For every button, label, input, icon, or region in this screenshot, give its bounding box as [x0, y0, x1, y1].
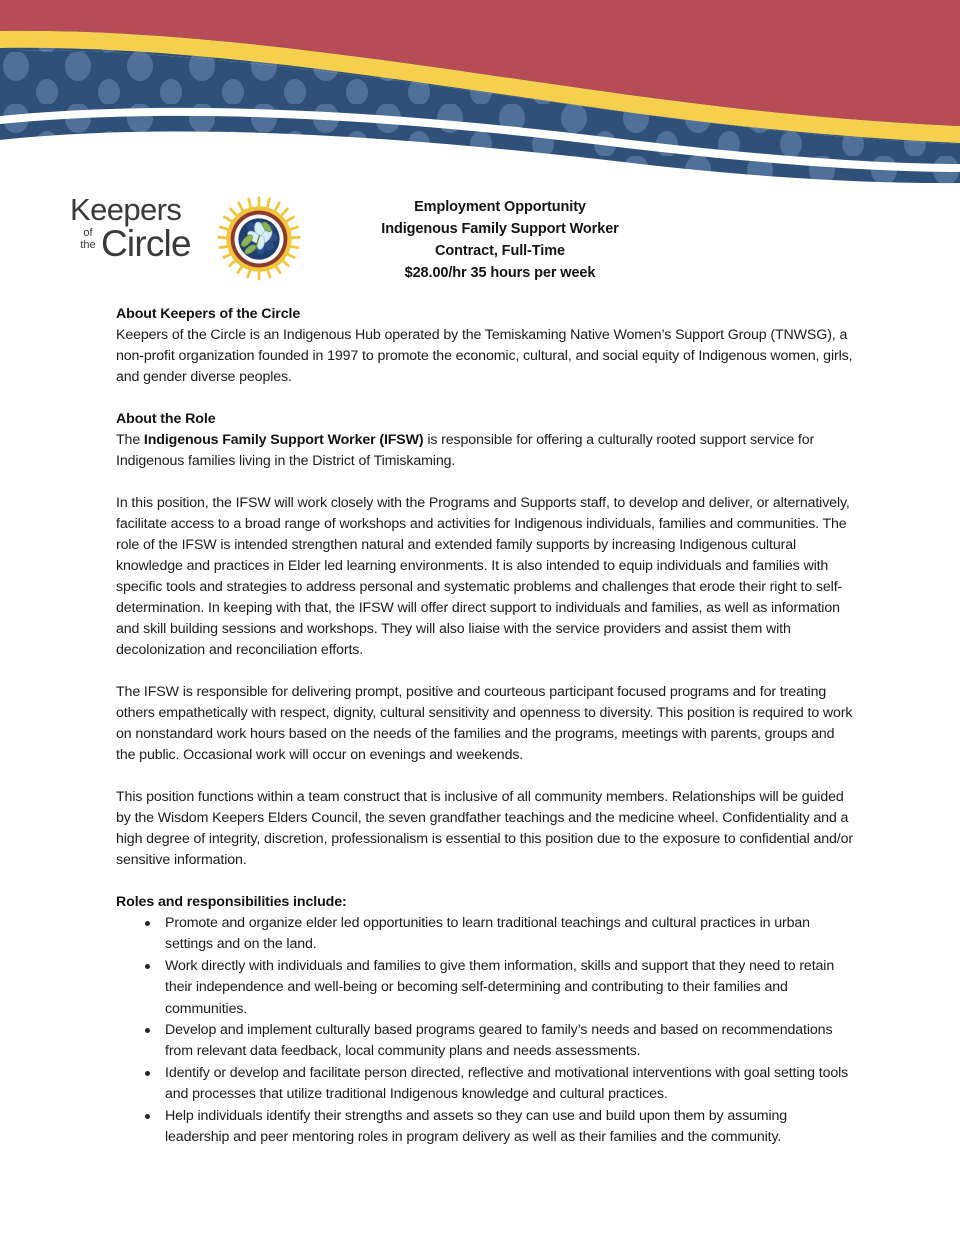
bullet-icon — [145, 921, 150, 926]
list-item — [116, 1106, 854, 1149]
logo-the-text: the — [80, 238, 96, 251]
list-item-text: Develop and implement culturally based programs geared to family’s needs and based on recommendations from relevant data feedback, local community plans and needs assessments. — [165, 1022, 833, 1060]
headline-line-1: Employment Opportunity — [414, 199, 586, 215]
list-item — [116, 1020, 854, 1063]
role-paragraph-2: In this position, the IFSW will work closely with the Programs and Supports staff, to develop and deliver, or alternatively, facilitate access to a broad range of workshops and activities for Indigenous individuals, families and communities. The role of the IFSW is intended strengthen natural and extended family supports by increasing Indigenous cultural knowledge and practices in Elder led learning environments. It is also intended to equip individuals and families with specific tools and strategies to address personal and systematic problems and challenges that erode their right to self-determination. In keeping with that, the IFSW will offer direct support to individuals and families, as well as information and skill building sessions and workshops. They will also liaise with the service providers and assist them with decolonization and reconciliation efforts. — [116, 495, 850, 658]
headline-line-3: Contract, Full-Time — [435, 243, 565, 259]
logo-of-text: of — [83, 227, 93, 239]
headline-line-2: Indigenous Family Support Worker — [381, 221, 619, 237]
logo-of-the-text — [76, 228, 100, 251]
organization-logo — [64, 192, 309, 284]
logo-circle-text: Circle — [101, 223, 191, 264]
list-item-text: Promote and organize elder led opportunities to learn traditional teachings and cultural practices in urban settings and on the land. — [165, 915, 810, 953]
bullet-icon — [145, 1114, 150, 1119]
logo-wordmark — [64, 192, 224, 284]
bullet-icon — [145, 964, 150, 969]
list-item-text: Help individuals identify their strengths and assets so they can use and build upon them by assuming leadership and peer mentoring roles in program delivery as well as their families and the community. — [165, 1107, 788, 1146]
list-item-text: Work directly with individuals and families to give them information, skills and support that they need to retain their independence and well-being or becoming self-determining and contributing to their families and communities. — [165, 957, 835, 1017]
headline-block — [300, 196, 700, 284]
responsibilities-list — [116, 913, 854, 1148]
bullet-icon — [145, 1028, 150, 1033]
logo-keepers-text: Keepers — [70, 192, 182, 227]
list-item — [116, 1063, 854, 1106]
about-org-heading: About Keepers of the Circle — [116, 306, 301, 322]
about-role-intro-prefix: The — [116, 432, 144, 448]
header-banner — [0, 0, 960, 192]
document-body — [116, 304, 854, 1148]
about-org-paragraph: Keepers of the Circle is an Indigenous Hub operated by the Temiskaming Native Women’s Support Group (TNWSG), a non-profit organization founded in 1997 to promote the economic, cultural, and social equity of Indigenous women, girls, and gender diverse peoples. — [116, 327, 853, 385]
responsibilities-heading: Roles and responsibilities include: — [116, 894, 347, 910]
banner-artwork — [0, 0, 960, 192]
list-item-text: Identify or develop and facilitate person directed, reflective and motivational interventions with goal setting tools and processes that utilize traditional Indigenous knowledge and cultural practices. — [165, 1064, 849, 1103]
list-item — [116, 956, 854, 1020]
bullet-icon — [145, 1071, 150, 1076]
about-role-intro-suffix: is responsible for offering a culturally rooted support service for Indigenous families living in the District of Timiskaming. — [116, 432, 815, 469]
role-paragraph-4: This position functions within a team construct that is inclusive of all community members. Relationships will be guided by the Wisdom Keepers Elders Council, the seven grandfather teachings and the medicine wheel. Confidentiality and a high degree of integrity, discretion, professionalism is essential to this position due to the exposure to confidential and/or sensitive information. — [116, 789, 853, 868]
role-paragraph-3: The IFSW is responsible for delivering prompt, positive and courteous participant focused programs and for treating others empathetically with respect, dignity, cultural sensitivity and openness to diversity. This position is required to work on nonstandard work hours based on the needs of the families and the programs, meetings with parents, groups and the public. Occasional work will occur on evenings and weekends. — [116, 684, 853, 763]
about-role-heading: About the Role — [116, 411, 216, 427]
list-item — [116, 913, 854, 956]
about-role-intro — [116, 430, 854, 472]
medallion-icon — [216, 196, 302, 282]
masthead — [0, 186, 960, 296]
headline-line-4: $28.00/hr 35 hours per week — [404, 265, 596, 281]
job-title-emphasis: Indigenous Family Support Worker (IFSW) — [143, 432, 424, 448]
